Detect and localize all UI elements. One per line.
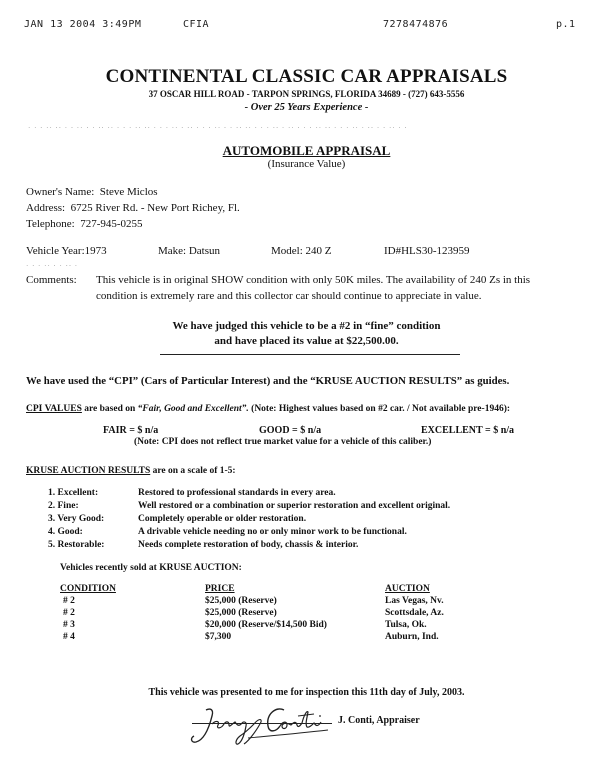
company-address: 37 OSCAR HILL ROAD - TARPON SPRINGS, FLORIDA 34689 - (727) 643-5556 bbox=[148, 89, 465, 99]
signature-image bbox=[188, 700, 338, 750]
kruse-heading: KRUSE AUCTION RESULTS bbox=[26, 466, 151, 476]
owner-phone-row bbox=[26, 218, 143, 230]
comments-line-2: condition is extremely rare and this collector car should continue to appreciate in value. bbox=[96, 290, 482, 302]
vehicle-make: Datsun bbox=[188, 245, 221, 257]
sales-row-1-price: $25,000 (Reserve) bbox=[205, 596, 277, 606]
fax-sender: CFIA bbox=[183, 19, 210, 30]
cpi-fair: FAIR = $ n/a bbox=[103, 425, 159, 436]
kruse-scale-term-3: 3. Very Good: bbox=[48, 514, 105, 524]
vehicle-model-label: Model: bbox=[271, 245, 303, 257]
sales-row-4-price: $7,300 bbox=[205, 632, 232, 642]
owner-name: Steve Miclos bbox=[99, 186, 158, 198]
sales-row-3-price: $20,000 (Reserve/$14,500 Bid) bbox=[205, 620, 327, 630]
vehicle-make-label: Make: bbox=[158, 245, 187, 257]
vehicle-make-field bbox=[158, 245, 220, 257]
judgement-line-2: and have placed its value at $22,500.00. bbox=[214, 335, 399, 347]
kruse-scale-desc-2: Well restored or a combination or superior restoration and excellent original. bbox=[138, 501, 451, 511]
kruse-intro-text: are on a scale of 1-5: bbox=[152, 466, 236, 476]
cpi-intro-note: (Note: Highest values based on #2 car. / Not available pre-1946): bbox=[251, 404, 511, 414]
sales-header-price: PRICE bbox=[205, 584, 235, 594]
kruse-scale-term-1: 1. Excellent: bbox=[48, 488, 99, 498]
sales-row-4-auction: Auburn, Ind. bbox=[385, 632, 439, 642]
sales-row-2-auction: Scottsdale, Az. bbox=[385, 608, 444, 618]
judgement-divider bbox=[160, 354, 460, 355]
kruse-intro bbox=[26, 466, 236, 476]
vehicle-id: HLS30-123959 bbox=[401, 245, 470, 257]
vehicle-model: 240 Z bbox=[305, 245, 332, 257]
guides-statement: We have used the “CPI” (Cars of Particular Interest) and the “KRUSE AUCTION RESULTS” as guides. bbox=[26, 375, 510, 387]
document-subtitle: (Insurance Value) bbox=[267, 158, 346, 170]
sales-header-auction: AUCTION bbox=[385, 584, 430, 594]
cpi-good: GOOD = $ n/a bbox=[259, 425, 322, 436]
sales-intro: Vehicles recently sold at KRUSE AUCTION: bbox=[60, 563, 242, 573]
owner-name-row bbox=[26, 186, 158, 198]
sales-row-4-condition: # 4 bbox=[63, 632, 75, 642]
kruse-scale-term-5: 5. Restorable: bbox=[48, 540, 105, 550]
sales-row-2-price: $25,000 (Reserve) bbox=[205, 608, 277, 618]
cpi-intro bbox=[26, 404, 510, 414]
presented-statement: This vehicle was presented to me for inspection this 11th day of July, 2003. bbox=[148, 687, 465, 698]
sales-row-2-condition: # 2 bbox=[63, 608, 75, 618]
owner-phone: 727-945-0255 bbox=[80, 218, 143, 230]
owner-phone-label: Telephone: bbox=[26, 218, 75, 230]
document-title: AUTOMOBILE APPRAISAL bbox=[222, 143, 391, 158]
company-tagline: - Over 25 Years Experience - bbox=[244, 102, 369, 113]
vehicle-year-field bbox=[26, 245, 107, 257]
owner-address-row bbox=[26, 202, 240, 214]
sales-row-1-auction: Las Vegas, Nv. bbox=[385, 596, 444, 606]
appraiser-name: J. Conti, Appraiser bbox=[338, 715, 420, 726]
fax-noise-2: · ‧ · ·· ‧ · ‧‧ · bbox=[26, 262, 79, 270]
sales-row-1-condition: # 2 bbox=[63, 596, 75, 606]
cpi-intro-italic: “Fair, Good and Excellent”. bbox=[137, 404, 249, 414]
kruse-scale-term-4: 4. Good: bbox=[48, 527, 83, 537]
sales-row-3-auction: Tulsa, Ok. bbox=[385, 620, 427, 630]
kruse-scale-desc-4: A drivable vehicle needing no or only minor work to be functional. bbox=[138, 527, 407, 537]
cpi-excellent: EXCELLENT = $ n/a bbox=[421, 425, 515, 436]
sales-row-3-condition: # 3 bbox=[63, 620, 75, 630]
sales-header-condition: CONDITION bbox=[60, 584, 116, 594]
cpi-note: (Note: CPI does not reflect true market value for a vehicle of this caliber.) bbox=[134, 437, 432, 447]
vehicle-year-label: Vehicle Year: bbox=[26, 245, 85, 257]
cpi-heading: CPI VALUES bbox=[26, 404, 82, 414]
vehicle-id-label: ID# bbox=[384, 245, 402, 257]
kruse-scale-desc-5: Needs complete restoration of body, chassis & interior. bbox=[138, 540, 359, 550]
kruse-scale-term-2: 2. Fine: bbox=[48, 501, 79, 511]
cpi-intro-pre: are based on bbox=[84, 404, 136, 414]
judgement-line-1: We have judged this vehicle to be a #2 in “fine” condition bbox=[172, 320, 441, 332]
company-name: CONTINENTAL CLASSIC CAR APPRAISALS bbox=[105, 66, 508, 87]
owner-name-label: Owner's Name: bbox=[26, 186, 95, 198]
signature-line bbox=[192, 723, 332, 724]
kruse-scale-desc-1: Restored to professional standards in every area. bbox=[138, 488, 336, 498]
fax-phone: 7278474876 bbox=[383, 19, 449, 30]
fax-datetime: JAN 13 2004 3:49PM bbox=[24, 19, 142, 30]
kruse-scale-desc-3: Completely operable or older restoration. bbox=[138, 514, 307, 524]
fax-noise: · · ‧ ·· ‧‧ · ‧ ·· ‧ · ‧‧ ·· · ‧ · ·· ‧‧ · ‧ · ·· ‧ ‧‧ · · ‧ ·· ‧ · ‧‧ ·· ‧ · · ‧‧ · ·· ‧ · ‧ ·· ‧‧ · ‧ · ·· · ‧‧ · ‧ ·· · ‧ bbox=[28, 124, 408, 132]
vehicle-id-field bbox=[384, 245, 470, 257]
vehicle-model-field bbox=[271, 245, 332, 257]
owner-address: 6725 River Rd. - New Port Richey, Fl. bbox=[70, 202, 240, 214]
comments-label: Comments: bbox=[26, 274, 77, 286]
fax-page: p.1 bbox=[556, 19, 576, 30]
vehicle-year: 1973 bbox=[84, 245, 107, 257]
comments-line-1: This vehicle is in original SHOW condition with only 50K miles. The availability of 240 Zs in this bbox=[96, 274, 531, 286]
owner-address-label: Address: bbox=[26, 202, 66, 214]
